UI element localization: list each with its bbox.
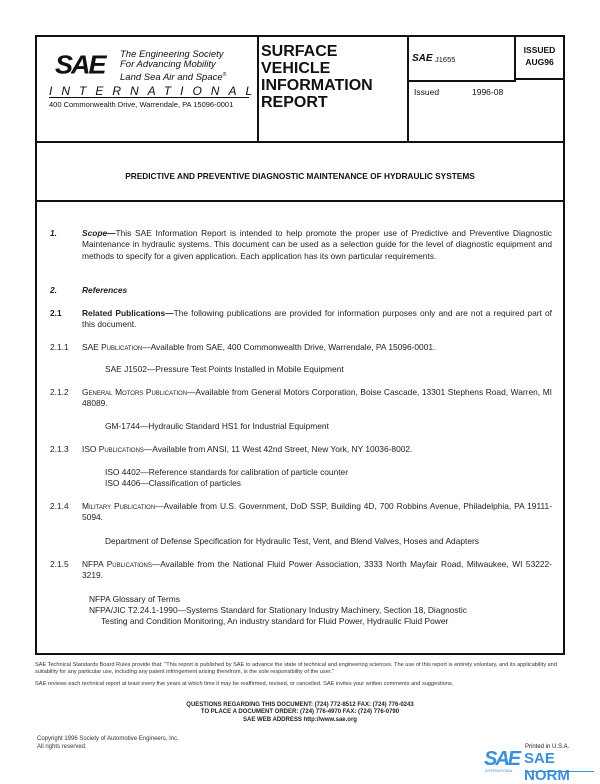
doc-number xyxy=(407,37,516,82)
review-note: SAE reviews each technical report at least every five years at which time it may be reaffirmed, revised, or cancelled. SAE invites your written comments and suggestions. xyxy=(35,680,454,687)
divider xyxy=(49,97,249,98)
sae-norm-watermark: SAE SAE NORM INTERNATIONAL xyxy=(484,748,596,776)
sae-logo-block xyxy=(37,37,262,141)
sae-norm-logo-icon: SAE xyxy=(484,748,520,770)
doc-number-value: J1655 xyxy=(435,55,456,64)
reference-item: Testing and Condition Monitoring, An industry standard for Fluid Power, Hydraulic Fluid Power xyxy=(101,616,449,626)
web-address-link[interactable]: SAE WEB ADDRESS http://www.sae.org xyxy=(243,716,357,723)
section-heading: References xyxy=(82,285,128,295)
reference-item: ISO 4402—Reference standards for calibration of particle counter xyxy=(105,467,349,477)
copyright: Copyright 1996 Society of Automotive Engineers, Inc. All rights reserved. xyxy=(37,736,179,750)
order-line: TO PLACE A DOCUMENT ORDER: (724) 776-4970 FAX: (724) 776-0790 xyxy=(200,709,400,716)
reference-item: GM-1744—Hydraulic Standard HS1 for Industrial Equipment xyxy=(105,421,329,431)
document-title: PREDICTIVE AND PREVENTIVE DIAGNOSTIC MAINTENANCE OF HYDRAULIC SYSTEMS xyxy=(125,171,475,181)
document-frame: SAE The Engineering Society For Advancing Mobility Land Sea Air and Space® INTERNATIONAL 400 Commonwealth Drive, Warrendale, PA 15096-0001 SURFACE VEHICLE INFORMATION REPORT SAE J1655 ISSUED AUG96 Issued 1996-08 PREDICTIVE AND PREVENTIVE DIAGNOSTIC MAINTENANCE OF HYDRAULIC SYSTEMS 1. Scope—This SAE Information Report is intended to help promote the proper use of Predictive and Preventive Diagnostic Maintenance in hydraulic systems. This document can be used as a selection guide for the level of diagnostic equipment and methods to specify for a given application. Each application has its own particular requirements. 2. References 2.1 Related Publications—The following publications are provided for information purposes only and are not a required part of this document. 2.1.1 SAE Publication—Available from SAE, 400 Commonwealth Drive, Warrendale, PA 15096-0001. SAE J1502—Pressure Test Points Installed in Mobile Equipment 2.1.2 General Motors Publication—Available from General Motors Corporation, Boise Cascade, 13301 Stephens Road, Warren, MI 48089. GM-1744—Hydraulic Standard HS1 for Industrial Equipment 2.1.3 ISO Publications—Available from ANSI, 11 West 42nd Street, New York, NY 10036-8002. ISO 4402—Reference standards for calibration of particle counter ISO 4406—Classification of particles 2.1.4 Military Publication—Available from U.S. Government, DoD SSP, Building 4D, 700 Robbins Avenue, Philadelphia, PA 19111-5094. Department of Defense Specification for Hydraulic Test, Vent, and Blend Valves, Hoses and Adapters 2.1.5 NFPA Publications—Available from the National Fluid Power Association, 3333 North Mayfair Road, Milwaukee, WI 53222-3219. NFPA Glossary of Terms NFPA/JIC T2.24.1-1990—Systems Standard for Stationary Industry Machinery, Section 18, Diagnostic Testing and Condition Monitoring, An industry standard for Fluid Power, Hydraulic Fluid Power xyxy=(35,35,565,655)
issued-date: 1996-08 xyxy=(472,87,504,97)
contact-info xyxy=(0,702,600,724)
issued-label: Issued xyxy=(414,87,440,97)
sae-address: 400 Commonwealth Drive, Warrendale, PA 15096-0001 xyxy=(49,100,234,109)
questions-line: QUESTIONS REGARDING THIS DOCUMENT: (724) 772-8512 FAX: (724) 776-0243 xyxy=(186,702,414,708)
sae-small-logo: SAE xyxy=(412,53,433,64)
sae-tagline: The Engineering Society For Advancing Mobility Land Sea Air and Space® xyxy=(120,49,227,84)
issued-badge: ISSUED AUG96 xyxy=(516,37,563,80)
section-heading: Related Publications— xyxy=(82,308,174,318)
title-row xyxy=(37,143,563,202)
doc-info-block xyxy=(407,37,563,141)
report-type-title: SURFACE VEHICLE INFORMATION REPORT xyxy=(261,43,373,111)
sae-logo-mark: SAE xyxy=(55,50,105,80)
reference-item: NFPA Glossary of Terms xyxy=(89,594,180,604)
international-label: INTERNATIONAL xyxy=(49,84,262,98)
reference-item: NFPA/JIC T2.24.1-1990—Systems Standard for Stationary Industry Machinery, Section 18, Diagnostic xyxy=(89,605,467,615)
footer-notes xyxy=(35,662,565,688)
reference-item: SAE J1502—Pressure Test Points Installed in Mobile Equipment xyxy=(105,364,344,374)
section-heading: Scope— xyxy=(82,228,116,238)
issued-date-row xyxy=(414,87,503,97)
report-type-block xyxy=(257,37,409,141)
printed-in: Printed in U.S.A. xyxy=(525,744,570,750)
reference-item: Department of Defense Specification for Hydraulic Test, Vent, and Blend Valves, Hoses and Adapters xyxy=(105,536,479,546)
reference-item: ISO 4406—Classification of particles xyxy=(105,478,241,488)
rules-note: SAE Technical Standards Board Rules provide that: "This report is published by SAE to advance the state of technical and engineering sciences. The use of this report is entirely voluntary, and its applicability and suitability for any particular use, including any patent infringement arising therefrom, is the sole responsibility of the user." xyxy=(35,662,557,676)
header xyxy=(37,37,563,143)
